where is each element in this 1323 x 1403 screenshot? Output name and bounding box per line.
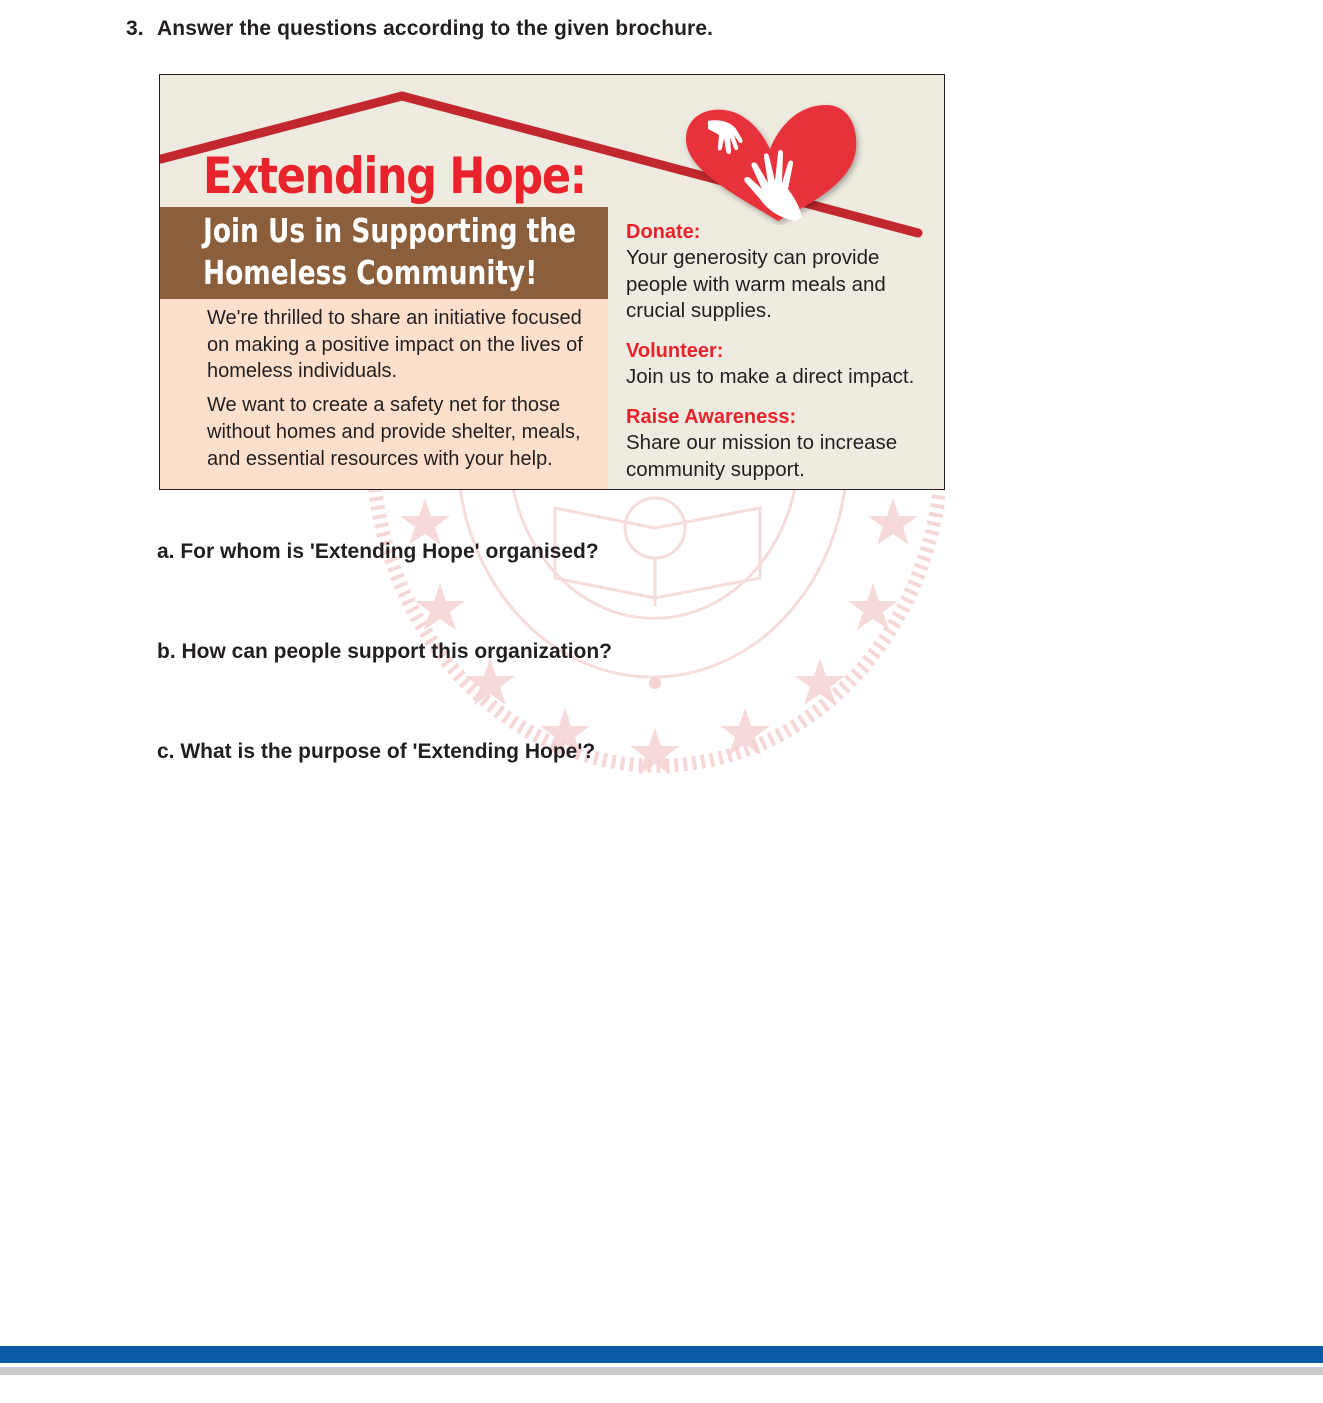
heart-with-hands-icon xyxy=(678,101,864,225)
brochure-title: Extending Hope: xyxy=(203,147,586,205)
intro-text xyxy=(207,305,597,479)
brochure-subtitle xyxy=(203,210,576,294)
action-text: Share our mission to increase community support. xyxy=(626,430,898,481)
brochure xyxy=(159,74,945,490)
instruction-text: Answer the questions according to the given brochure. xyxy=(157,17,714,40)
intro-paragraph: We want to create a safety net for those without homes and provide shelter, meals, and essential resources with your help. xyxy=(207,394,581,470)
ways-to-help xyxy=(626,219,931,490)
action-volunteer xyxy=(626,338,931,391)
subtitle-line-1: Join Us in Supporting the xyxy=(203,211,577,250)
exercise-instruction xyxy=(126,17,713,41)
question-a: a. For whom is 'Extending Hope' organised? xyxy=(157,540,599,563)
action-donate xyxy=(626,219,931,325)
question-c: c. What is the purpose of 'Extending Hope'? xyxy=(157,740,596,763)
subtitle-line-2: Homeless Community! xyxy=(203,253,538,292)
action-raise-awareness xyxy=(626,404,931,483)
question-b: b. How can people support this organization? xyxy=(157,640,613,663)
action-text: Join us to make a direct impact. xyxy=(626,365,915,389)
action-heading: Donate: xyxy=(626,221,701,243)
action-text: Your generosity can provide people with warm meals and crucial supplies. xyxy=(626,246,886,323)
exercise-number: 3. xyxy=(126,17,144,40)
intro-paragraph: We're thrilled to share an initiative focused on making a positive impact on the lives of homeless individuals. xyxy=(207,307,583,383)
footer-grey-bar xyxy=(0,1367,1323,1375)
action-heading: Raise Awareness: xyxy=(626,405,797,428)
action-heading: Volunteer: xyxy=(626,340,724,363)
footer-blue-bar xyxy=(0,1346,1323,1363)
